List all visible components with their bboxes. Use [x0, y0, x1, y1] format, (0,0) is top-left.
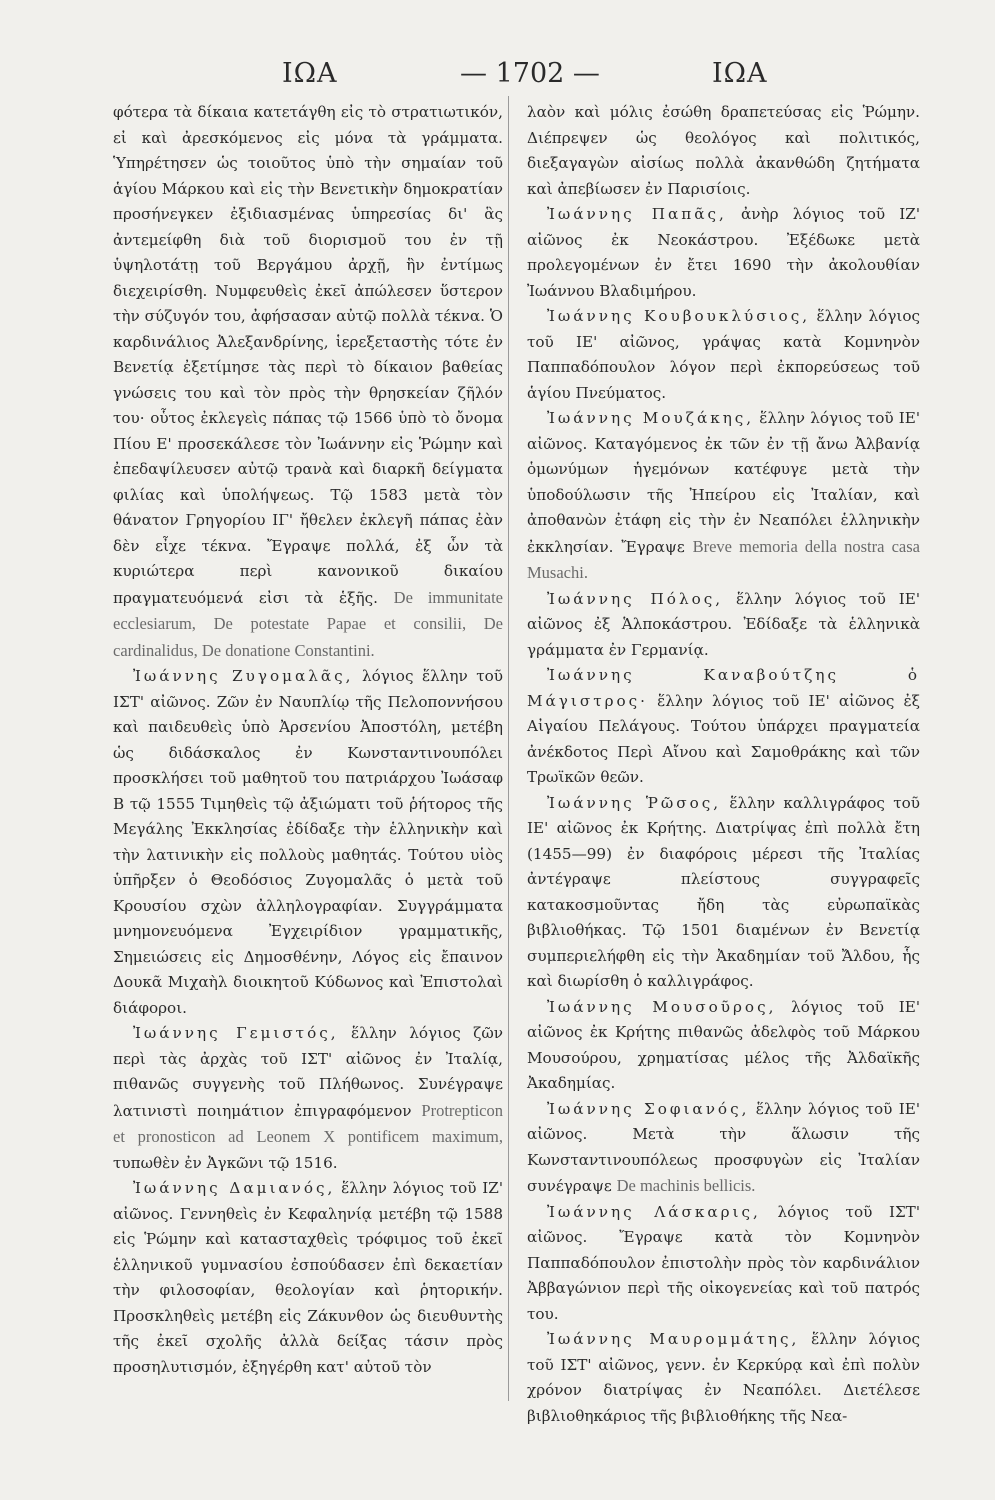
- entry-rosos: [527, 791, 920, 995]
- latin-title: Protrepticon et pronosticon ad Leonem X pontificem maximum,: [113, 1100, 503, 1146]
- entry-gemistos: [113, 1021, 503, 1176]
- entry-headword: Ἰωάννης Γεμιστός,: [133, 1024, 339, 1042]
- entry-text: λαὸν καὶ μόλις ἐσώθη δραπετεύσας εἰς Ῥώμην. Διέπρεψεν ὡς θεολόγος καὶ πολιτικός, διεξαγαγὼν αἰσίως πολλὰ ἀκανθώδη ζητήματα καὶ ἀπεβίωσεν ἐν Παρισίοις.: [527, 103, 920, 198]
- entry-zygomalas: [113, 664, 503, 1021]
- entry-headword: Ἰωάννης Μουζάκης,: [547, 409, 755, 427]
- entry-headword: Ἰωάννης Ζυγομαλᾶς,: [133, 667, 354, 685]
- entry-text: ἕλλην λόγιος τοῦ ΙΕ' αἰῶνος ἐξ Ἁλποκάστρου. Ἐδίδαξε τὰ ἑλληνικὰ γράμματα ἐν Γερμανίᾳ.: [527, 589, 920, 659]
- entry-mousouros: [527, 995, 920, 1097]
- entry-laskaris: [527, 1200, 920, 1328]
- entry-text: λόγιος τοῦ ΙΕ' αἰῶνος ἐκ Κρήτης πιθανῶς ἀδελφὸς τοῦ Μάρκου Μουσούρου, χρηματίσας μέλος τῆς Ἀλδαϊκῆς Ἀκαδημίας.: [527, 997, 920, 1092]
- entry-continuation: [527, 100, 920, 202]
- right-column: [527, 100, 920, 1429]
- header-left-word: ΙΩΑ: [282, 58, 338, 89]
- entry-kouvouklysios: [527, 304, 920, 406]
- entry-polos: [527, 587, 920, 664]
- entry-text-end: τυπωθὲν ἐν Ἀγκῶνι τῷ 1516.: [113, 1153, 338, 1172]
- entry-text: ἕλλην λόγιος τοῦ ΙΕ' αἰῶνος. Καταγόμενος ἐκ τῶν ἐν τῇ ἄνω Ἀλβανίᾳ ὁμωνύμων ἡγεμόνων κατέφυγε μετὰ τὴν ὑποδούλωσιν τῆς Ἠπείρου εἰς Ἰταλίαν, καὶ ἀποθανὼν ἐτάφη εἰς τὴν ἐν Νεαπόλει ἑλληνικὴν ἐκκλησίαν. Ἔγραψε: [527, 409, 920, 556]
- entry-headword: Ἰωάννης Κουβουκλύσιος,: [547, 307, 811, 325]
- entry-damianos: [113, 1176, 503, 1380]
- left-column: [113, 100, 503, 1380]
- entry-papas: [527, 202, 920, 304]
- entry-text: λόγιος ἕλλην τοῦ ΙΣΤ' αἰῶνος. Ζῶν ἐν Ναυπλίῳ τῆς Πελοποννήσου καὶ παιδευθεὶς ὑπὸ Ἀρσενίου Ἀποστόλη, μετέβη ὡς διδάσκαλος ἐν Κωνσταντινουπόλει προσκλήσει τοῦ μαθητοῦ του πατριάρχου Ἰωάσαφ Β τῷ 1555 Τιμηθεὶς τῷ ἀξιώματι τοῦ ῥήτορος τῆς Μεγάλης Ἐκκλησίας ἐδίδαξε τὴν ἑλληνικὴν καὶ τὴν λατινικὴν εἰς πολλοὺς μαθητάς. Τούτου υἱὸς ὑπῆρξεν ὁ Θεοδόσιος Ζυγομαλᾶς ὁ μετὰ τοῦ Κρουσίου σχὼν ἀλληλογραφίαν. Συγγράμματα μνημονευόμενα Ἐγχειρίδιον γραμματικῆς, Σημειώσεις εἰς Δημοσθένην, Λόγος εἰς ἔπαινον Δουκᾶ Μιχαὴλ διοικητοῦ Κύδωνος καὶ Ἐπιστολαὶ διάφοροι.: [113, 667, 503, 1017]
- entry-headword: Ἰωάννης Δαμιανός,: [133, 1179, 336, 1197]
- latin-title: De machinis bellicis.: [616, 1176, 756, 1195]
- latin-title: Breve memoria della nostra casa Musachi.: [527, 536, 921, 582]
- entry-text: ἕλλην λόγιος τοῦ ΙΕ' αἰῶνος. Μετὰ τὴν ἅλωσιν τῆς Κωνσταντινουπόλεως προσφυγὼν εἰς Ἰταλίαν συνέγραψε: [527, 1099, 920, 1195]
- entry-text: ἕλλην λόγιος τοῦ ΙΣΤ' αἰῶνος, γενν. ἐν Κερκύρᾳ καὶ ἐπὶ πολὺν χρόνον διατρίψας ἐν Νεαπόλει. Διετέλεσε βιβλιοθηκάριος τῆς βιβλιοθήκης τῆς Νεα-: [527, 1330, 920, 1425]
- entry-text: ἕλλην λόγιος τοῦ ΙΕ' αἰῶνος ἐξ Αἰγαίου Πελάγους. Τούτου ὑπάρχει πραγματεία ἀνέκδοτος Περὶ Αἴνου καὶ Σαμοθράκης καὶ τῶν Τρωϊκῶν θεῶν.: [527, 691, 921, 786]
- page-number: — 1702 —: [460, 58, 600, 89]
- entry-headword: Ἰωάννης Μουσοῦρος,: [547, 997, 777, 1016]
- running-header: [0, 58, 995, 98]
- entry-headword: Ἰωάννης Πόλος,: [547, 589, 724, 608]
- entry-headword: Ἰωάννης Λάσκαρις,: [547, 1202, 761, 1221]
- entry-kanavoutzis: [527, 663, 920, 791]
- entry-text: φότερα τὰ δίκαια κατετάγθη εἰς τὸ στρατιωτικόν, εἰ καὶ ἀρεσκόμενος εἰς μόνα τὰ γράμματα. Ὑπηρέτησεν ὡς τοιοῦτος ὑπὸ τὴν σημαίαν τοῦ ἁγίου Μάρκου καὶ εἰς τὴν Βενετικὴν δημοκρατίαν προσήνεγκεν ἐξιδιασμένας ὑπηρεσίας δι' ἃς ἀντεμείφθη διὰ τοῦ διορισμοῦ του ἐν τῇ ὑψηλοτάτῃ τοῦ Βεργάμου ἀρχῇ, ἣν ἐντίμως διεχειρίσθη. Νυμφευθεὶς ἐκεῖ ἀπώλεσεν ὕστερον τὴν σύζυγόν του, ἀφήσασαν αὐτῷ πολλὰ τέκνα. Ὁ καρδινάλιος Ἀλεξανδρίνης, ἱερεξεταστὴς τότε ἐν Βενετίᾳ ἐξετίμησε τὰς περὶ τὸ δίκαιον βαθείας γνώσεις του καὶ τὸν πρὸς τὴν θρησκείαν ζῆλόν του· οὗτος ἐκλεγεὶς πάπας τῷ 1566 ὑπὸ τὸ ὄνομα Πίου Ε' προσεκάλεσε τὸν Ἰωάννην εἰς Ῥώμην καὶ ἐπεδαψίλευσεν αὐτῷ τρανὰ καὶ διαρκῆ δείγματα φιλίας καὶ ὑπολήψεως. Τῷ 1583 μετὰ τὸν θάνατον Γρηγορίου ΙΓ' ἤθελεν ἐκλεγῆ πάπας ἐὰν δὲν εἶχε τέκνα. Ἔγραψε πολλά, ἐξ ὧν τὰ κυριώτερα περὶ κανονικοῦ δικαίου πραγματευόμενά εἰσι τὰ ἑξῆς.: [113, 103, 503, 607]
- entry-text: ἕλλην λόγιος τοῦ ΙΖ' αἰῶνος. Γεννηθεὶς ἐν Κεφαληνίᾳ μετέβη τῷ 1588 εἰς Ῥώμην καὶ κατασταχθεὶς τρόφιμος τοῦ ἐκεῖ ἑλληνικοῦ γυμνασίου ἐσπούδασεν ἐπὶ δεκαετίαν τὴν φιλοσοφίαν, θεολογίαν καὶ ῥητορικήν. Προσκληθεὶς μετέβη εἰς Ζάκυνθον ὡς διευθυντὴς τῆς ἐκεῖ σχολῆς ἀλλὰ δείξας τάσιν πρὸς προσηλυτισμόν, ἐξηγέρθη κατ' αὐτοῦ τὸν: [113, 1179, 503, 1376]
- entry-continuation: [113, 100, 503, 664]
- header-right-word: ΙΩΑ: [712, 58, 768, 89]
- entry-text: ἀνὴρ λόγιος τοῦ ΙΖ' αἰῶνος ἐκ Νεοκάστρου. Ἐξέδωκε μετὰ προλεγομένων ἐν ἔτει 1690 τὴν ἀκολουθίαν Ἰωάννου Βλαδιμήρου.: [527, 205, 920, 300]
- entry-headword: Ἰωάννης Ῥῶσος,: [547, 793, 722, 812]
- entry-text: ἕλλην λόγιος τοῦ ΙΕ' αἰῶνος, γράψας κατὰ Κομνηνὸν Παππαδόπουλον λόγον περὶ ἐκπορεύσεως τοῦ ἁγίου Πνεύματος.: [527, 307, 921, 402]
- entry-text: ἕλλην καλλιγράφος τοῦ ΙΕ' αἰῶνος ἐκ Κρήτης. Διατρίψας ἐπὶ πολλὰ ἔτη (1455—99) ἐν διαφόροις μέρεσι τῆς Ἰταλίας ἀντέγραψε πλείστους συγγραφεῖς κατακοσμοῦντας ἤδη τὰς εὐρωπαϊκὰς βιβλιοθήκας. Τῷ 1501 διαμένων ἐν Βενετίᾳ συμπεριελήφθη εἰς τὴν Ἀκαδημίαν τοῦ Ἄλδου, ἧς καὶ διωρίσθη ὁ καλλιγράφος.: [527, 793, 920, 990]
- latin-titles: De immunitate ecclesiarum, De potestate Papae et consilii, De cardinalidus, De donatione Constantini.: [113, 587, 504, 660]
- entry-mavrommatis: [527, 1327, 920, 1429]
- entry-headword: Ἰωάννης Καναβούτζης ὁ Μάγιστρος·: [527, 666, 920, 710]
- entry-headword: Ἰωάννης Παπᾶς,: [547, 205, 727, 223]
- entry-text: ἕλλην λόγιος ζῶν περὶ τὰς ἀρχὰς τοῦ ΙΣΤ' αἰῶνος ἐν Ἰταλίᾳ, πιθανῶς συγγενὴς τοῦ Πλήθωνος. Συνέγραψε λατινιστὶ ποιημάτιον ἐπιγραφόμενον: [113, 1024, 504, 1120]
- column-divider: [508, 96, 509, 1401]
- entry-headword: Ἰωάννης Σοφιανός,: [547, 1099, 750, 1118]
- entry-sofianos: [527, 1097, 920, 1200]
- entry-mouzakis: [527, 406, 920, 587]
- entry-headword: Ἰωάννης Μαυρομμάτης,: [547, 1330, 800, 1348]
- entry-text: λόγιος τοῦ ΙΣΤ' αἰῶνος. Ἔγραψε κατὰ τὸν Κομνηνὸν Παππαδόπουλον ἐπιστολὴν πρὸς τὸν καρδινάλιον Ἀββαγώνιον περὶ τῆς οἰκογενείας καὶ τοῦ πατρός του.: [527, 1202, 920, 1323]
